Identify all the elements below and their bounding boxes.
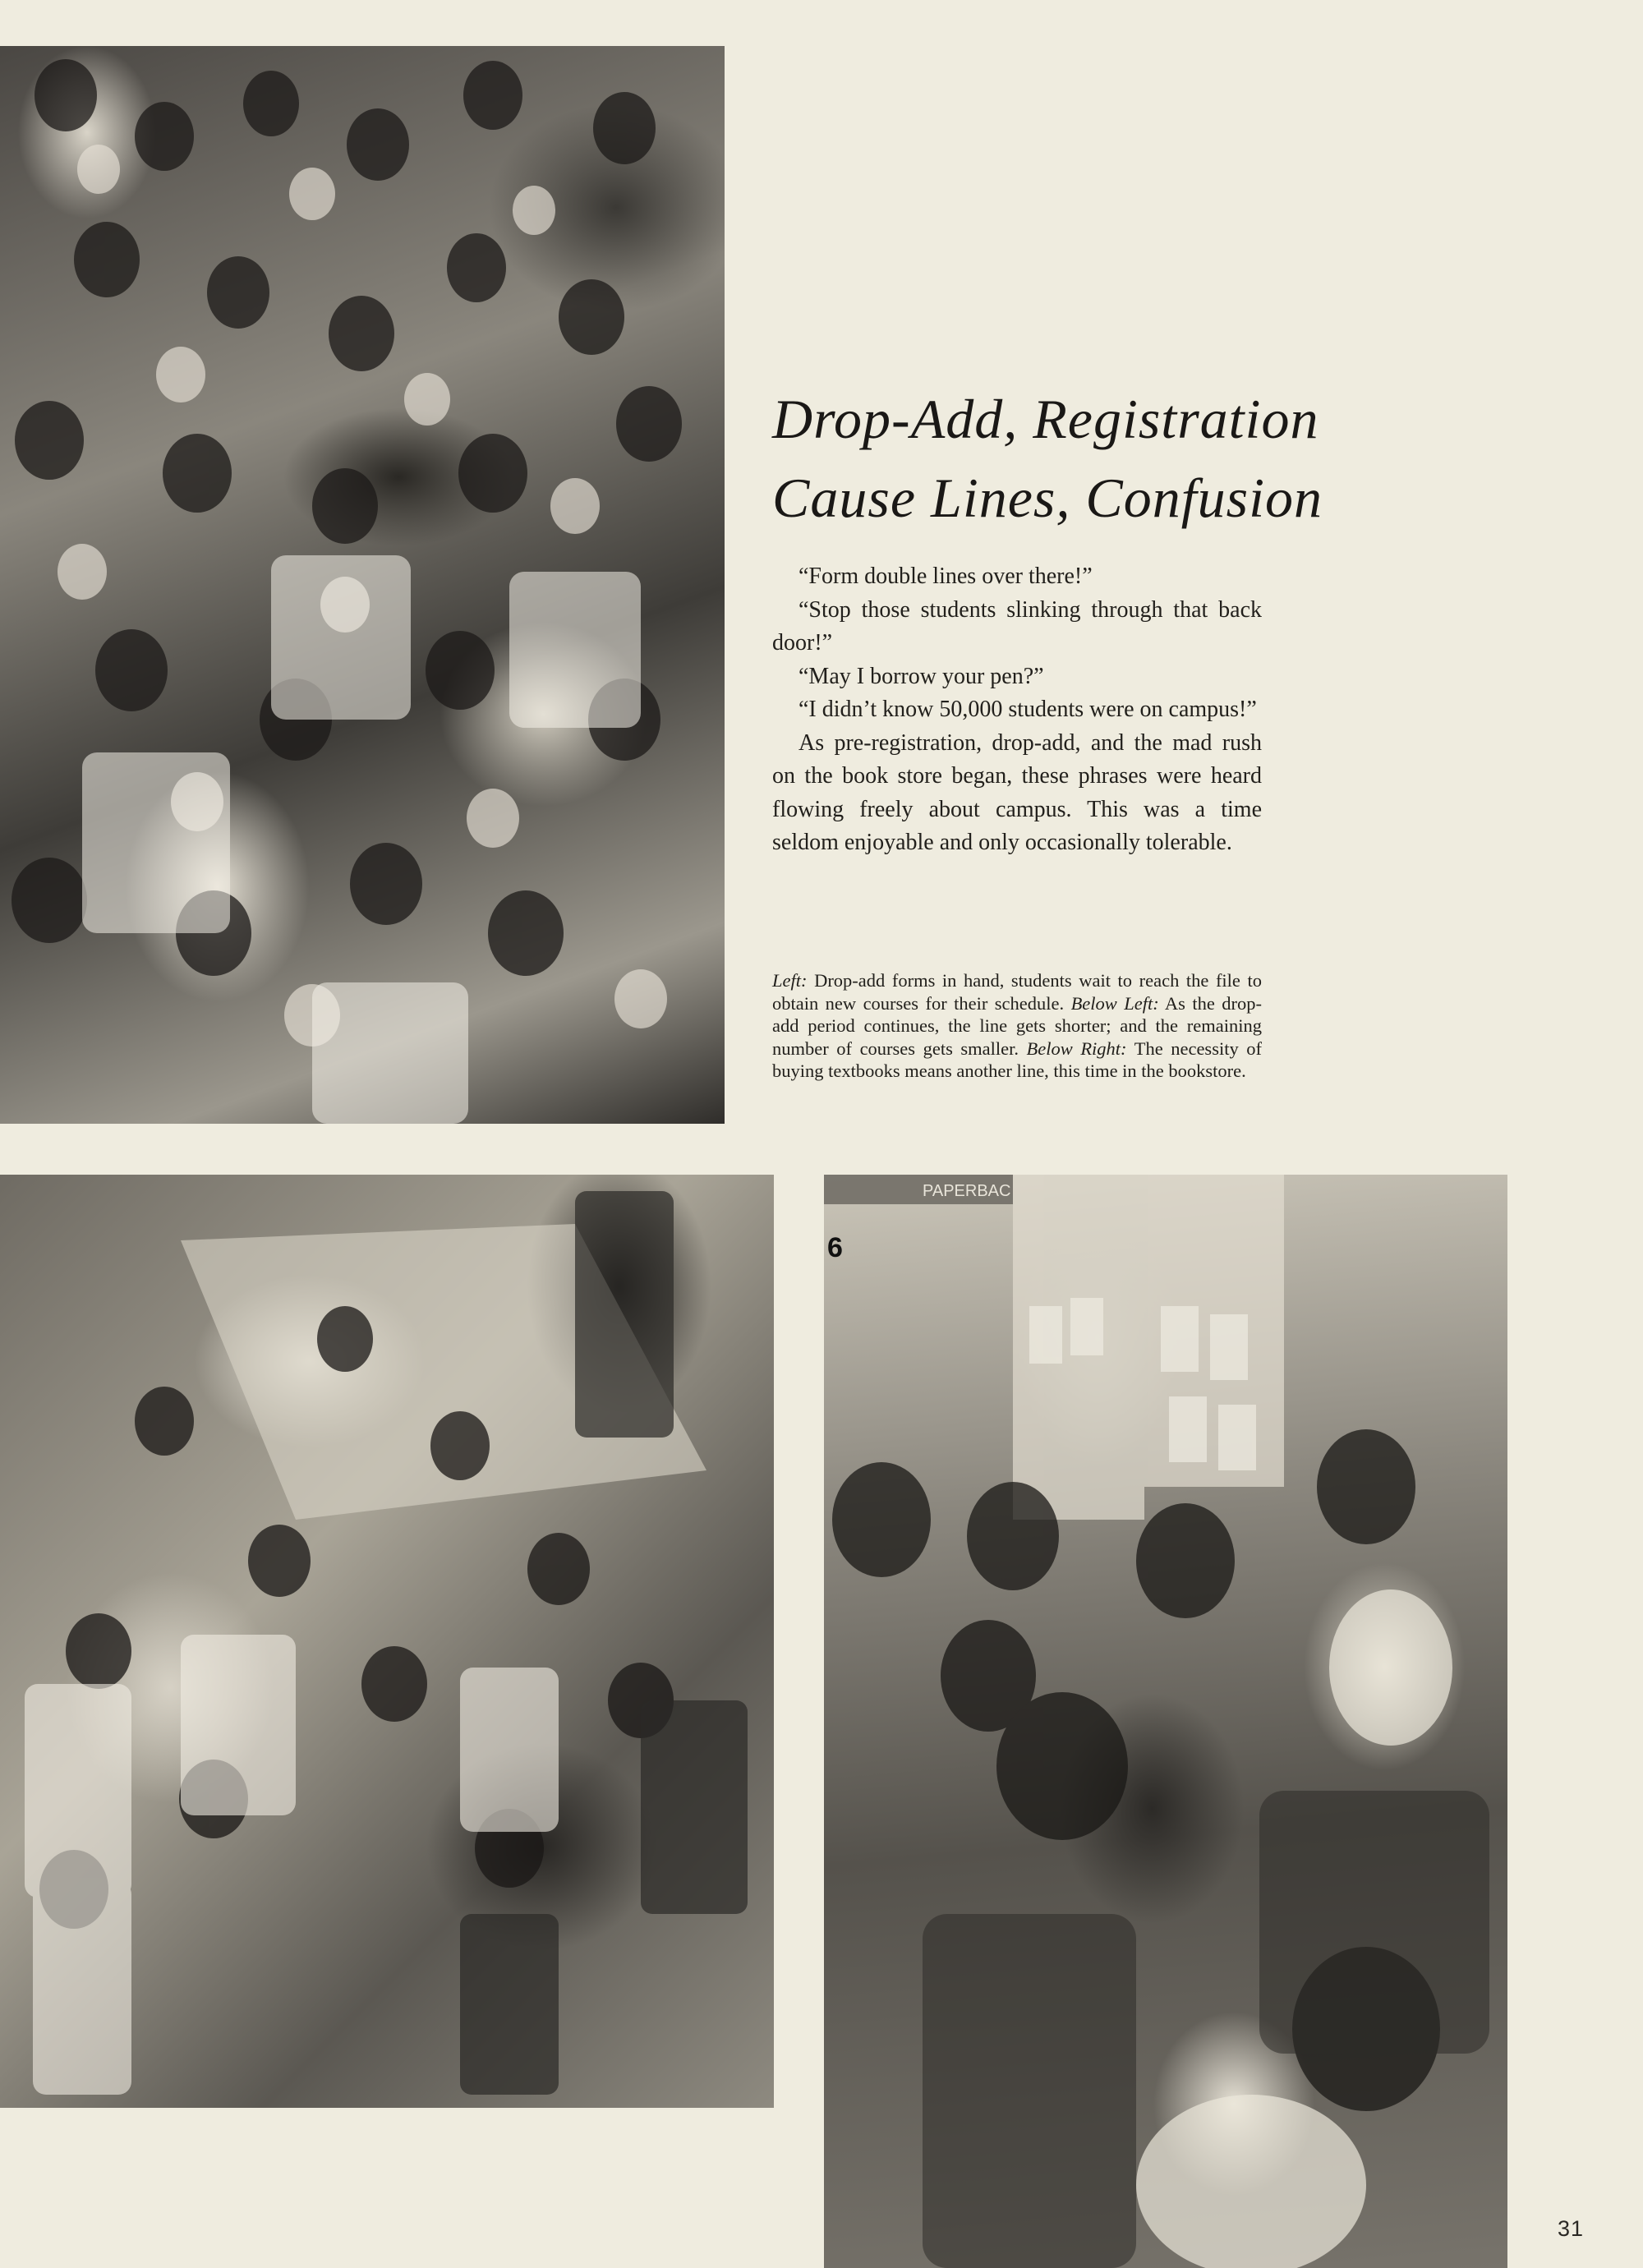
quote-paragraph: “I didn’t know 50,000 students were on campus!”: [798, 697, 1257, 722]
article-body: [772, 560, 1262, 860]
bookstore-shelf-number: 6: [827, 1232, 843, 1263]
photo-drop-add-crowd: [0, 46, 725, 1124]
photo-bookstore-line: [824, 1175, 1507, 2268]
crowd-photo-shapes: [0, 46, 725, 1124]
quote-paragraph: “Stop those students slinking through that back door!”: [772, 596, 1262, 656]
drop-add-line-photo-shapes: [0, 1175, 774, 2108]
article-title-line-1: Drop-Add, Registration: [772, 388, 1319, 450]
photo-drop-add-line: [0, 1175, 774, 2108]
article-title-line-2: Cause Lines, Confusion: [772, 467, 1323, 529]
caption-label-left: Left:: [772, 970, 808, 991]
caption-label-below-left: Below Left:: [1070, 992, 1159, 1014]
caption-text-left: Drop-add forms in hand, students wait to reach the file to obtain new courses for their schedule.: [772, 970, 1262, 1014]
photo-caption: [772, 969, 1262, 1083]
bookstore-photo-shapes: [824, 1175, 1507, 2268]
caption-text-below-left: As the drop-add period continues, the line gets shorter; and the remaining number of courses gets smaller.: [772, 992, 1262, 1059]
article-title: [772, 380, 1429, 537]
body-paragraph: As pre-registration, drop-add, and the mad rush on the book store began, these phrases were heard flowing freely about campus. This was a time seldom enjoyable and only occasionally tolerable.: [772, 729, 1262, 855]
quote-paragraph: “May I borrow your pen?”: [798, 663, 1044, 689]
caption-label-below-right: Below Right:: [1026, 1037, 1127, 1059]
bookstore-sign-text: PAPERBAC: [923, 1182, 1011, 1200]
quote-paragraph: “Form double lines over there!”: [798, 564, 1093, 589]
caption-text-below-right: The necessity of buying textbooks means another line, this time in the bookstore.: [772, 1037, 1262, 1081]
page-number: 31: [1558, 2216, 1585, 2241]
